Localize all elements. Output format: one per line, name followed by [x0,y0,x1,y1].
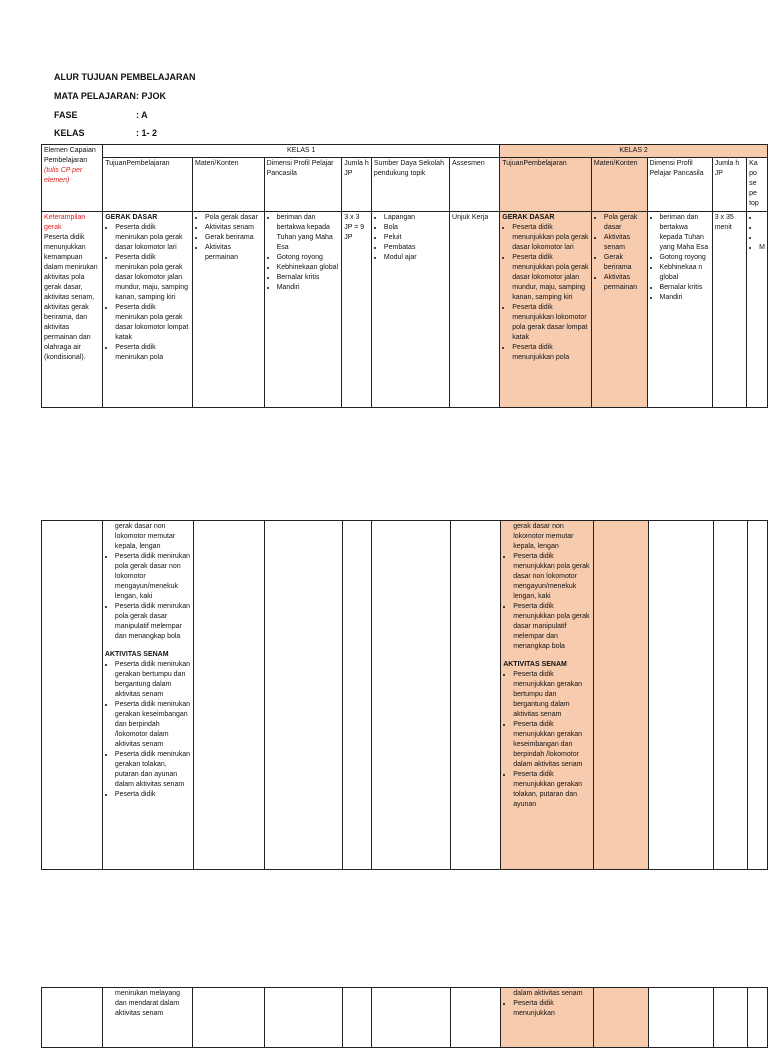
list-item: • Peserta didik menunjukkan pola gerak dasar lokomotor jalan mundur, maju, samping kanan, samping kiri [512,253,589,303]
k1-sumber-cell [371,212,449,408]
list-item: • M [759,243,765,253]
k1-asesmen-cell: Unjuk Kerja [450,212,500,408]
p2-k1-dimensi-cell [265,521,343,870]
list-item: • Peserta didik menunjukkan pola [512,343,589,363]
p2-k2-text: gerak dasar non lokomotor memutar kepala, lengan [513,523,574,550]
k2-tp-cell [500,212,592,408]
p2-k2-materi-cell [593,521,648,870]
list-item: • Gotong royong [277,253,340,263]
elemen-title: Keterampilan gerak [44,214,86,231]
list-item: • Gerak berirama [205,233,262,243]
list-item: • Peserta didik menunjukkan gerakan bertumpu dan bergantung dalam aktivitas senam [513,670,591,720]
p3-k2-jp-cell [713,988,747,1048]
elemen-cell [42,212,103,408]
p3-k1-asesmen-cell [451,988,501,1048]
list-item: • Peserta didik menirukan pola gerak dasar manipulatif melempar dan menangkap bola [115,602,191,642]
k1-jp-cell: 3 x 3 JP = 9 JP [342,212,372,408]
p3-k1-materi-cell [193,988,265,1048]
k1-tp-cell [103,212,193,408]
list-item: • Peserta didik menirukan pola gerak dasar non lokomotor mengayun/menekuk lengan, kaki [115,552,191,602]
k1-col-jp: Jumla h JP [342,158,372,212]
list-item: • Peserta didik menunjukkan [513,999,590,1019]
atp-table-page3 [41,987,768,1048]
k2-jp-cell: 3 x 35 menit [712,212,746,408]
list-item: • Pembatas [384,243,447,253]
kelas1-header: KELAS 1 [103,145,500,158]
list-item: • Gotong royong [660,253,710,263]
p2-k1-asesmen-cell [451,521,501,870]
p2-k1-text: gerak dasar non lokomotor memutar kepala, lengan [114,523,176,550]
list-item: • Peserta didik menunjukkan gerakan keseimbangan dan berpindah /lokomotor dalam aktivitas senam [513,720,591,770]
kelas2-header: KELAS 2 [500,145,768,158]
list-item: • Lapangan [384,213,447,223]
list-item [759,223,765,233]
p3-k2-materi-cell [593,988,648,1048]
p2-elemen-cell [42,521,103,870]
k1-tp-head: GERAK DASAR [105,214,158,221]
list-item: • Peluit [384,233,447,243]
list-item: • Mandiri [660,293,710,303]
list-item: • beriman dan bertakwa kepada Tuhan yang Maha Esa [660,213,710,253]
k1-dimensi-cell [264,212,342,408]
col-elemen: Elemen Capaian Pembelajaran (tulis CP per elemen) [42,145,103,212]
k2-col-cut: Ka po se pe top [747,158,768,212]
p3-k2-dimensi-cell [648,988,713,1048]
list-item: • Peserta didik menirukan pola gerak dasar lokomotor lari [115,223,190,253]
atp-table [41,144,768,408]
k1-materi-cell [192,212,264,408]
p3-k1-jp-cell [342,988,372,1048]
list-item: • Peserta didik [115,790,191,800]
list-item: • Bola [384,223,447,233]
k1-col-dimensi: Dimensi Profil Pelajar Pancasila [264,158,342,212]
header-row-kelas [54,128,157,138]
header-row-fase [54,110,148,120]
p2-k1-head2: AKTIVITAS SENAM [104,651,169,658]
p2-k1-jp-cell [342,521,372,870]
k2-col-jp: Jumla h JP [712,158,746,212]
header-key: MATA PELAJARAN [54,91,136,101]
list-item: • Pola gerak dasar [604,213,645,233]
p2-k1-sumber-cell [372,521,451,870]
header-key: KELAS [54,128,85,138]
p3-k2-text: dalam aktivitas senam [513,990,583,997]
list-item: • Aktivitas permainan [205,243,262,263]
p3-k2-cut-cell [748,988,768,1048]
p3-k1-sumber-cell [372,988,451,1048]
list-item: • Peserta didik menirukan gerakan tolakan, putaran dan ayunan dalam aktivitas senam [115,750,191,790]
list-item [759,213,765,223]
list-item: • Peserta didik menirukan gerakan bertumpu dan bergantung dalam aktivitas senam [115,660,191,700]
header-value: : A [136,110,148,120]
p2-k2-cut-cell [748,521,768,870]
k2-col-materi: Materi/Konten [591,158,647,212]
p2-k2-head2: AKTIVITAS SENAM [503,661,567,668]
list-item: • Peserta didik menunjukkan lokomotor pola gerak dasar lompat katak [512,303,589,343]
p2-k2-tp-cell [501,521,594,870]
list-item: • Mandiri [277,283,340,293]
k1-col-sumber: Sumber Daya Sekolah pendukung topik [371,158,449,212]
k2-tp-head: GERAK DASAR [502,214,555,221]
header-key: FASE [54,110,78,120]
list-item: • Aktivitas permainan [604,273,645,293]
list-item: • Gerak berirama [604,253,645,273]
k1-col-tp: TujuanPembelajaran [103,158,193,212]
list-item: • Peserta didik menunjukkan pola gerak dasar non lokomotor mengayun/menekuk lengan, kaki [513,552,591,602]
p3-k1-text: menirukan melayang dan mendarat dalam aktivitas senam [115,990,180,1017]
header-row-mapel [54,91,166,101]
p2-k2-dimensi-cell [648,521,713,870]
list-item: • Modul ajar [384,253,447,263]
list-item: • Kebhinekaa n global [660,263,710,283]
list-item: • Bernalar kritis [660,283,710,293]
list-item: • Peserta didik menunjukkan pola gerak dasar lokomotor lari [512,223,589,253]
list-item: • Pola gerak dasar [205,213,262,223]
list-item: • Peserta didik menirukan gerakan keseimbangan dan berpindah /lokomotor dalam aktivitas senam [115,700,191,750]
p2-k2-jp-cell [713,521,747,870]
list-item: • Bernalar kritis [277,273,340,283]
list-item: • beriman dan bertakwa kepada Tuhan yang Maha Esa [277,213,340,253]
list-item: • Aktivitas senam [604,233,645,253]
list-item: • Aktivitas senam [205,223,262,233]
header-value: : PJOK [136,91,167,101]
k2-materi-cell [591,212,647,408]
header-value: : 1- 2 [136,128,158,138]
p3-k1-dimensi-cell [265,988,343,1048]
k1-col-materi: Materi/Konten [192,158,264,212]
p2-k1-materi-cell [193,521,265,870]
p3-k1-tp-cell [103,988,193,1048]
list-item: • Peserta didik menunjukkan gerakan tolakan, putaran dan ayunan [513,770,591,810]
list-item: • Peserta didik menirukan pola [115,343,190,363]
p2-k1-tp-cell [102,521,193,870]
k2-cut-cell [747,212,768,408]
doc-title: ALUR TUJUAN PEMBELAJARAN [54,72,196,82]
atp-table-page2 [41,520,768,870]
k2-col-tp: TujuanPembelajaran [500,158,592,212]
col-elemen-note: (tulis CP per elemen) [44,167,83,184]
list-item: • Peserta didik menirukan pola gerak dasar lokomotor jalan mundur, maju, samping kanan, samping kiri [115,253,190,303]
k1-col-asesmen: Assesmen [450,158,500,212]
k2-dimensi-cell [647,212,712,408]
elemen-text: Peserta didik menunjukkan kemampuan dalam menirukan aktivitas pola gerak dasar, aktivitas senam, aktivitas gerak berirama, dan aktivitas permainan dan olahraga air (kondisional). [44,234,98,361]
p3-k2-tp-cell [501,988,593,1048]
list-item: • Kebhinekaan global [277,263,340,273]
p3-elemen-cell [42,988,103,1048]
list-item [759,233,765,243]
k2-col-dimensi: Dimensi Profil Pelajar Pancasila [647,158,712,212]
list-item: • Peserta didik menirukan pola gerak dasar lokomotor lompat katak [115,303,190,343]
list-item: • Peserta didik menunjukkan pola gerak dasar manipulatif melempar dan menangkap bola [513,602,591,652]
